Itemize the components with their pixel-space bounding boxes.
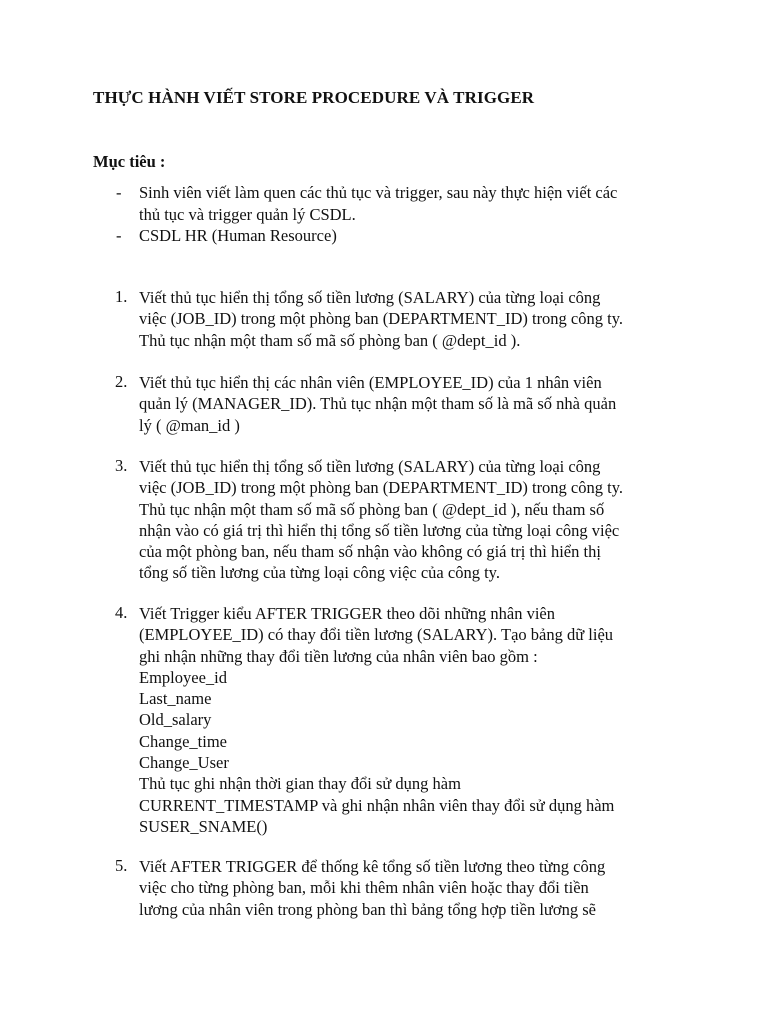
task-number: 3. [115, 456, 128, 475]
task-line: SUSER_SNAME() [139, 816, 268, 836]
task-line: tổng số tiền lương của từng loại công việc của công ty. [139, 563, 500, 583]
task-line: Change_User [139, 753, 229, 773]
goal-item [93, 225, 693, 247]
task-line: Old_salary [139, 710, 212, 730]
task-item-3 [115, 456, 685, 584]
task-number: 2. [115, 372, 128, 391]
task-line: Viết thủ tục hiển thị tổng số tiền lương (SALARY) của từng loại công [139, 457, 601, 476]
task-text [139, 287, 685, 351]
task-number: 1. [115, 287, 128, 306]
task-line: Viết thủ tục hiển thị các nhân viên (EMPLOYEE_ID) của 1 nhân viên [139, 373, 602, 392]
task-line: Viết Trigger kiểu AFTER TRIGGER theo dõi những nhân viên [139, 604, 556, 623]
task-line: lý ( @man_id ) [139, 415, 240, 435]
task-item-1 [115, 287, 685, 351]
task-line: quản lý (MANAGER_ID). Thủ tục nhận một tham số là mã số nhà quản [139, 394, 617, 414]
task-line: Thủ tục nhận một tham số mã số phòng ban ( @dept_id ). [139, 330, 521, 350]
task-line: (EMPLOYEE_ID) có thay đổi tiền lương (SALARY). Tạo bảng dữ liệu [139, 625, 614, 645]
task-item-4 [115, 603, 685, 837]
task-line: lương của nhân viên trong phòng ban thì bảng tổng hợp tiền lương sẽ [139, 899, 596, 919]
goal-line: thủ tục và trigger quản lý CSDL. [139, 204, 356, 224]
task-line: CURRENT_TIMESTAMP và ghi nhận nhân viên thay đổi sử dụng hàm [139, 795, 615, 815]
task-line: Employee_id [139, 667, 227, 687]
task-text [139, 456, 685, 584]
task-text [139, 603, 685, 837]
goal-line: CSDL HR (Human Resource) [139, 226, 337, 245]
task-number: 4. [115, 603, 128, 622]
task-text [139, 372, 685, 436]
task-item-2 [115, 372, 685, 436]
task-line: Thủ tục nhận một tham số mã số phòng ban ( @dept_id ), nếu tham số [139, 499, 605, 519]
task-line: Viết thủ tục hiển thị tổng số tiền lương (SALARY) của từng loại công [139, 288, 601, 307]
goal-item [93, 182, 693, 225]
task-text [139, 856, 685, 920]
task-line: Viết AFTER TRIGGER để thống kê tổng số tiền lương theo từng công [139, 857, 606, 876]
goal-heading: Mục tiêu : [93, 152, 166, 171]
task-line: việc cho từng phòng ban, mỗi khi thêm nhân viên hoặc thay đổi tiền [139, 878, 589, 898]
task-line: nhận vào có giá trị thì hiển thị tổng số tiền lương của từng loại công việc [139, 520, 620, 540]
task-item-5 [115, 856, 685, 920]
goal-list [93, 182, 693, 247]
task-line: ghi nhận những thay đổi tiền lương của nhân viên bao gồm : [139, 646, 538, 666]
task-line: Thủ tục ghi nhận thời gian thay đổi sử dụng hàm [139, 774, 461, 794]
task-line: Last_name [139, 689, 212, 709]
goal-line: Sinh viên viết làm quen các thủ tục và trigger, sau này thực hiện viết các [139, 183, 618, 202]
task-line: Change_time [139, 731, 227, 751]
task-number: 5. [115, 856, 128, 875]
bullet-dash: - [116, 183, 122, 202]
task-line: việc (JOB_ID) trong một phòng ban (DEPARTMENT_ID) trong công ty. [139, 309, 624, 329]
task-line: của một phòng ban, nếu tham số nhận vào không có giá trị thì hiển thị [139, 542, 601, 562]
task-line: việc (JOB_ID) trong một phòng ban (DEPARTMENT_ID) trong công ty. [139, 478, 624, 498]
document-title: THỰC HÀNH VIẾT STORE PROCEDURE VÀ TRIGGER [93, 88, 535, 107]
bullet-dash: - [116, 226, 122, 245]
